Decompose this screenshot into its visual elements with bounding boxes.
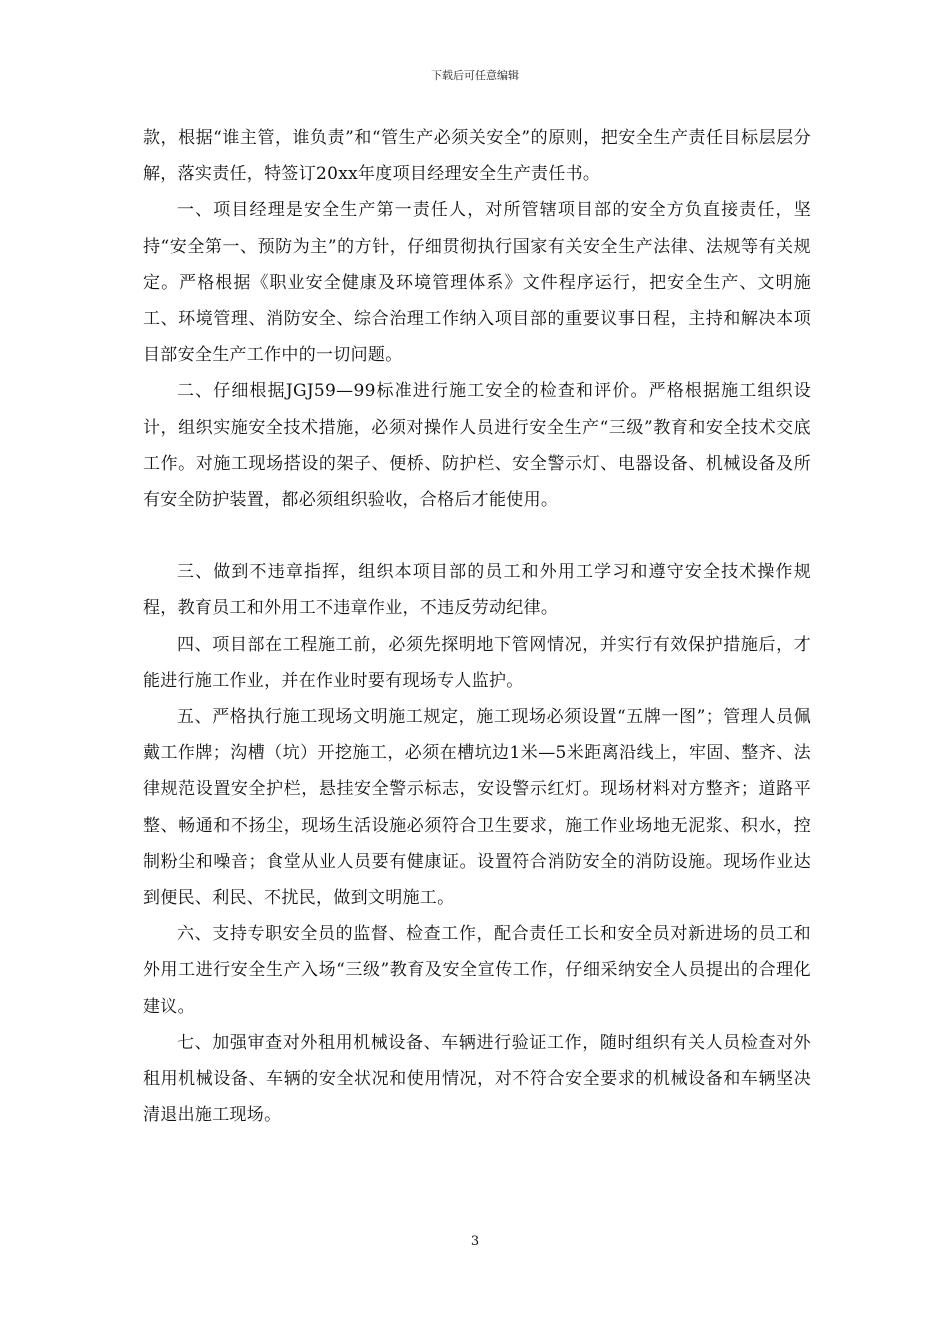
page-header-note: 下载后可任意编辑 [431, 69, 519, 82]
document-body [143, 120, 811, 1133]
page-number: 3 [470, 1234, 480, 1249]
paragraph-item-4: 四、项目部在工程施工前，必须先探明地下管网情况，并实行有效保护措施后，才能进行施工作业，并在作业时要有现场专人监护。 [143, 634, 811, 691]
paragraph-item-5: 五、严格执行施工现场文明施工规定，施工现场必须设置“五牌一图”；管理人员佩戴工作牌；沟槽（坑）开挖施工，必须在槽坑边1米—5米距离沿线上，牢固、整齐、法律规范设置安全护栏，悬挂安全警示标志，安设警示红灯。现场材料对方整齐；道路平整、畅通和不扬尘，现场生活设施必须符合卫生要求，施工作业场地无泥浆、积水，控制粉尘和噪音；食堂从业人员要有健康证。设置符合消防安全的消防设施。现场作业达到便民、利民、不扰民，做到文明施工。 [143, 707, 811, 909]
paragraph-item-1: 一、项目经理是安全生产第一责任人，对所管辖项目部的安全方负直接责任，坚持“安全第一、预防为主”的方针，仔细贯彻执行国家有关安全生产法律、法规等有关规定。严格根据《职业安全健康及环境管理体系》文件程序运行，把安全生产、文明施工、环境管理、消防安全、综合治理工作纳入项目部的重要议事日程，主持和解决本项目部安全生产工作中的一切问题。 [143, 200, 811, 366]
blank-line [143, 518, 811, 554]
paragraph-item-2: 二、仔细根据JGJ59—99标准进行施工安全的检查和评价。严格根据施工组织设计，组织实施安全技术措施，必须对操作人员进行安全生产“三级”教育和安全技术交底工作。对施工现场搭设的架子、便桥、防护栏、安全警示灯、电器设备、机械设备及所有安全防护装置，都必须组织验收，合格后才能使用。 [143, 381, 811, 511]
paragraph-item-3: 三、做到不违章指挥，组织本项目部的员工和外用工学习和遵守安全技术操作规程，教育员工和外用工不违章作业，不违反劳动纪律。 [143, 562, 811, 619]
paragraph-item-6: 六、支持专职安全员的监督、检查工作，配合责任工长和安全员对新进场的员工和外用工进行安全生产入场“三级”教育及安全宣传工作，仔细采纳安全人员提出的合理化建议。 [143, 924, 811, 1017]
paragraph-continuation: 款，根据“谁主管，谁负责”和“管生产必须关安全”的原则，把安全生产责任目标层层分解，落实责任，特签订20xx年度项目经理安全生产责任书。 [143, 128, 811, 185]
paragraph-item-7: 七、加强审查对外租用机械设备、车辆进行验证工作，随时组织有关人员检查对外租用机械设备、车辆的安全状况和使用情况，对不符合安全要求的机械设备和车辆坚决清退出施工现场。 [143, 1032, 811, 1126]
